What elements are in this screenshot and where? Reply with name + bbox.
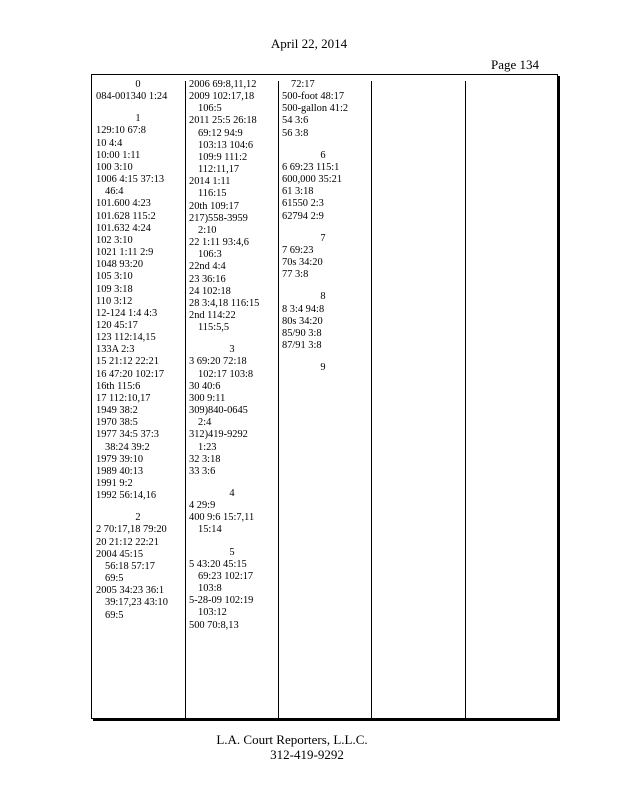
section-gap: [96, 502, 186, 512]
index-entry-continuation: 1:23: [198, 441, 217, 453]
index-entry: 500-gallon 41:2: [282, 103, 349, 115]
index-entry: 3 69:20 72:18: [189, 356, 247, 368]
index-entry: 22nd 4:4: [189, 261, 226, 273]
index-column-3: [282, 79, 370, 718]
section-gap: [282, 352, 370, 362]
index-entry-continuation: 56:18 57:17: [105, 560, 155, 572]
column-divider: [371, 81, 372, 718]
column-divider: [465, 81, 466, 718]
index-entry-continuation: 72:17: [291, 79, 315, 90]
index-entry: 56 3:8: [282, 127, 309, 139]
index-table: [91, 74, 558, 719]
section-gap: [189, 478, 281, 488]
index-entry: 6 69:23 115:1: [282, 161, 340, 173]
index-entry-continuation: 103:8: [198, 583, 222, 595]
index-entry: 77 3:8: [282, 269, 309, 281]
index-entry: 500-foot 48:17: [282, 91, 345, 103]
index-entry: 100 3:10: [96, 161, 133, 173]
index-entry-continuation: 109:9 111:2: [198, 151, 248, 163]
index-entry: 600,000 35:21: [282, 174, 343, 186]
index-entry: 101.600 4:23: [96, 198, 151, 210]
column-divider: [185, 81, 186, 718]
index-entry: 10:00 1:11: [96, 149, 141, 161]
index-entry-continuation: 103:12: [198, 607, 227, 619]
index-entry: 2 70:17,18 79:20: [96, 524, 167, 536]
index-entry: 4 29:9: [189, 500, 216, 512]
index-entry: 084-001340 1:24: [96, 91, 168, 103]
section-gap: [282, 140, 370, 150]
index-entry: 123 112:14,15: [96, 332, 156, 344]
index-entry: 309)840-0645: [189, 405, 248, 417]
index-entry: 70s 34:20: [282, 257, 323, 269]
index-entry: 2nd 114:22: [189, 309, 236, 321]
index-entry: 1021 1:11 2:9: [96, 247, 154, 259]
index-entry: 110 3:12: [96, 295, 133, 307]
index-entry: 109 3:18: [96, 283, 133, 295]
index-entry: 61550 2:3: [282, 198, 324, 210]
index-entry: 16 47:20 102:17: [96, 368, 165, 380]
index-entry: 80s 34:20: [282, 315, 323, 327]
index-entry: 30 40:6: [189, 380, 221, 392]
index-entry-continuation: 102:17 103:8: [198, 368, 254, 380]
index-entry: 102 3:10: [96, 234, 133, 246]
index-entry: 101.632 4:24: [96, 222, 151, 234]
index-entry-continuation: 2:4: [198, 417, 212, 429]
index-entry-continuation: 39:17,23 43:10: [105, 597, 168, 609]
index-entry: 1989 40:13: [96, 465, 144, 477]
index-entry-continuation: 69:5: [105, 609, 124, 621]
index-entry: 10 4:4: [96, 137, 123, 149]
index-entry: 7 69:23: [282, 244, 314, 256]
index-entry: 1991 9:2: [96, 478, 133, 489]
index-entry: 20th 109:17: [189, 200, 239, 212]
index-entry: 129:10 67:8: [96, 125, 146, 137]
index-entry: 5-28-09 102:19: [189, 595, 254, 607]
index-entry: 101.628 115:2: [96, 210, 156, 222]
index-entry: 1048 93:20: [96, 259, 144, 271]
index-entry-continuation: 112:11,17: [198, 164, 240, 176]
index-column-2: [189, 79, 281, 718]
index-entry: 8 3:4 94:8: [282, 303, 325, 315]
index-entry-continuation: 115:5,5: [198, 322, 230, 334]
section-gap: [282, 223, 370, 233]
index-entry-continuation: 103:13 104:6: [198, 139, 254, 151]
page-date: April 22, 2014: [270, 36, 348, 51]
index-entry: 87/91 3:8: [282, 339, 322, 351]
section-header: 3: [229, 344, 235, 356]
section-header: 1: [135, 113, 141, 125]
section-header: 4: [229, 488, 235, 499]
index-entry: 85/90 3:8: [282, 327, 322, 339]
index-entry: 23 36:16: [189, 273, 226, 285]
index-entry: 5 43:20 45:15: [189, 558, 247, 570]
index-entry: 62794 2:9: [282, 210, 324, 222]
footer-phone: 312-419-9292: [270, 747, 344, 762]
index-entry: 28 3:4,18 116:15: [189, 297, 260, 309]
index-entry: 17 112:10,17: [96, 392, 151, 404]
index-entry-continuation: 15:14: [198, 524, 222, 536]
index-entry: 105 3:10: [96, 271, 133, 283]
index-entry: 400 9:6 15:7,11: [189, 512, 255, 524]
index-entry: 500 70:8,13: [189, 619, 239, 631]
index-entry: 1949 38:2: [96, 405, 138, 417]
index-entry-continuation: 38:24 39:2: [105, 441, 150, 453]
section-header: 2: [135, 512, 141, 524]
index-entry: 1992 56:14,16: [96, 490, 157, 502]
index-entry-continuation: 69:5: [105, 573, 124, 585]
section-header: 7: [320, 232, 326, 244]
section-gap: [189, 537, 281, 547]
column-divider: [278, 81, 279, 718]
index-entry-continuation: 2:10: [198, 224, 217, 236]
index-entry-continuation: 106:5: [198, 103, 222, 115]
index-entry: 1977 34:5 37:3: [96, 429, 159, 441]
section-header: 0: [135, 79, 141, 90]
index-entry: 120 45:17: [96, 319, 138, 331]
index-entry: 1970 38:5: [96, 417, 138, 429]
section-gap: [96, 103, 186, 113]
footer-company: L.A. Court Reporters, L.L.C.: [216, 732, 368, 747]
index-entry: 33 3:6: [189, 465, 216, 477]
index-entry: 217)558-3959: [189, 212, 248, 224]
index-entry-continuation: 69:12 94:9: [198, 127, 243, 139]
page-number: Page 134: [491, 57, 540, 72]
index-entry: 22 1:11 93:4,6: [189, 237, 249, 249]
section-header: 5: [229, 546, 235, 558]
index-entry: 312)419-9292: [189, 429, 248, 441]
index-entry: 1006 4:15 37:13: [96, 174, 165, 186]
index-column-1: [96, 79, 186, 718]
section-header: 6: [320, 149, 326, 161]
index-entry: 2014 1:11: [189, 176, 231, 188]
index-entry: 2005 34:23 36:1: [96, 585, 165, 597]
index-entry-continuation: 106:3: [198, 249, 222, 261]
section-gap: [282, 281, 370, 291]
index-entry: 54 3:6: [282, 115, 309, 127]
section-header: 9: [320, 362, 326, 374]
index-entry-continuation: 116:15: [198, 188, 227, 200]
index-entry: 20 21:12 22:21: [96, 536, 159, 548]
section-header: 8: [320, 291, 326, 303]
section-gap: [189, 334, 281, 344]
index-entry: 32 3:18: [189, 453, 221, 465]
index-entry: 2004 45:15: [96, 548, 144, 560]
index-entry: 133A 2:3: [96, 344, 135, 356]
index-entry: 2006 69:8,11,12: [189, 79, 257, 90]
index-entry: 2011 25:5 26:18: [189, 115, 257, 127]
index-entry: 24 102:18: [189, 285, 231, 297]
index-entry-continuation: 69:23 102:17: [198, 570, 254, 582]
index-entry: 15 21:12 22:21: [96, 356, 159, 368]
index-entry-continuation: 46:4: [105, 186, 124, 198]
index-entry: 16th 115:6: [96, 380, 141, 392]
index-entry: 1979 39:10: [96, 453, 144, 465]
index-entry: 12-124 1:4 4:3: [96, 307, 158, 319]
index-entry: 61 3:18: [282, 186, 314, 198]
index-entry: 2009 102:17,18: [189, 91, 255, 103]
index-entry: 300 9:11: [189, 392, 226, 404]
